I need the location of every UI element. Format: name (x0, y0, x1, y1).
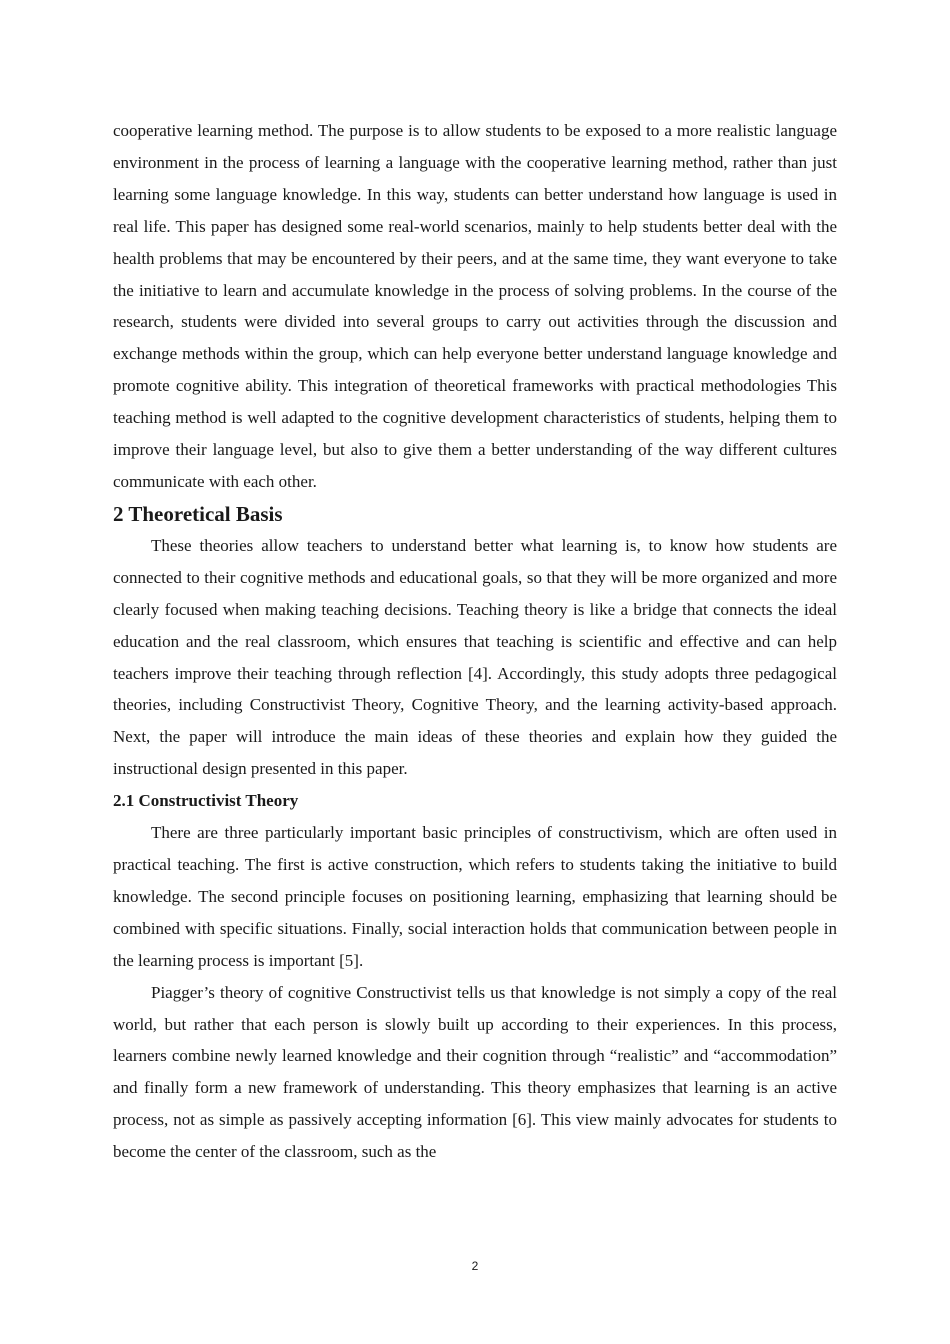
subsection-heading-constructivist-theory: 2.1 Constructivist Theory (113, 791, 299, 811)
body-paragraph-intro: cooperative learning method. The purpose is to allow students to be exposed to a more realistic language environment in the process of learning a language with the cooperative learning method, rather than just learning some language knowledge. In this way, students can better understand how language is used in real life. This paper has designed some real-world scenarios, mainly to help students better deal with the health problems that may be encountered by their peers, and at the same time, they want everyone to take the initiative to learn and accumulate knowledge in the process of solving problems. In the course of the research, students were divided into several groups to carry out activities through the discussion and exchange methods within the group, which can help everyone better understand language knowledge and promote cognitive ability. This integration of theoretical frameworks with practical methodologies This teaching method is well adapted to the cognitive development characteristics of students, helping them to improve their language level, but also to give them a better understanding of the way different cultures communicate with each other. (113, 121, 837, 491)
body-paragraph-theoretical-basis: These theories allow teachers to understand better what learning is, to know how students are connected to their cognitive methods and educational goals, so that they will be more organized and more clearly focused when making teaching decisions. Teaching theory is like a bridge that connects the ideal education and the real classroom, which ensures that teaching is scientific and effective and can help teachers improve their teaching through reflection [4]. Accordingly, this study adopts three pedagogical theories, including Constructivist Theory, Cognitive Theory, and the learning activity-based approach. Next, the paper will introduce the main ideas of these theories and explain how they guided the instructional design presented in this paper. (113, 535, 837, 779)
document-page (113, 115, 837, 1168)
page-number: 2 (471, 1259, 479, 1273)
section-heading-theoretical-basis: 2 Theoretical Basis (113, 501, 283, 526)
body-paragraph-constructivism-principles: There are three particularly important basic principles of constructivism, which are often used in practical teaching. The first is active construction, which refers to students taking the initiative to build knowledge. The second principle focuses on positioning learning, emphasizing that learning should be combined with specific situations. Finally, social interaction holds that communication between people in the learning process is important [5]. (113, 823, 837, 970)
body-paragraph-piaget-theory: Piagger’s theory of cognitive Constructivist tells us that knowledge is not simply a copy of the real world, but rather that each person is slowly built up according to their experiences. In this process, learners combine newly learned knowledge and their cognition through “realistic” and “accommodation” and finally form a new framework of understanding. This theory emphasizes that learning is an active process, not as simple as passively accepting information [6]. This view mainly advocates for students to become the center of the classroom, such as the (113, 982, 837, 1162)
